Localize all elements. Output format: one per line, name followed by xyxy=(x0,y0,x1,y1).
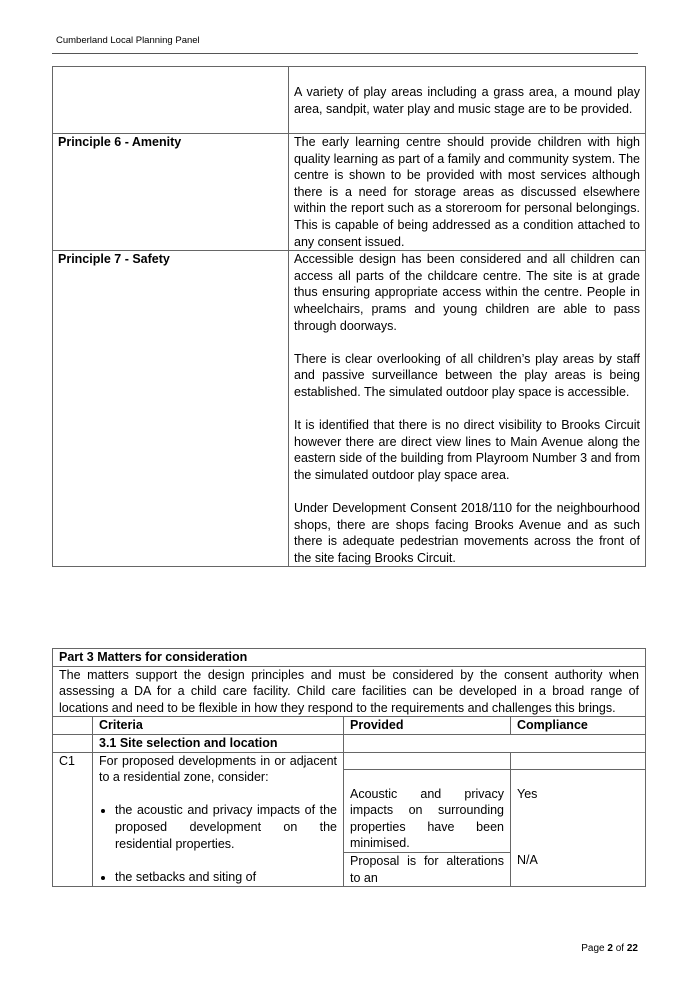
provided-box: Acoustic and privacy impacts on surrounding properties have been minimised. Proposal is for alterations to an xyxy=(344,769,510,887)
table-row xyxy=(53,752,646,887)
section-title: 3.1 Site selection and location xyxy=(93,734,344,752)
compliance-box: Yes N/A xyxy=(511,769,645,869)
table-row xyxy=(53,666,646,717)
provided-cell xyxy=(344,752,511,887)
document-header: Cumberland Local Planning Panel xyxy=(56,35,200,46)
compliance-header: Compliance xyxy=(511,717,646,735)
principle-description: A variety of play areas including a grass area, a mound play area, sandpit, water play and music stage are to be provided. xyxy=(289,67,646,134)
section-row xyxy=(53,734,646,752)
page-number: Page 2 of 22 xyxy=(581,943,638,954)
principle-label: Principle 7 - Safety xyxy=(53,251,289,567)
principle-label xyxy=(53,67,289,134)
provided-header: Provided xyxy=(344,717,511,735)
list-item: • the setbacks and siting of xyxy=(115,869,337,886)
id-header xyxy=(53,717,93,735)
principle-description: Accessible design has been considered and all children can access all parts of the childcare centre. The site is at grade thus ensuring appropriate access within the centre. People in wheelchairs, prams and young children are able to pass through doorways. There is clear overlooking of all children’s play areas by staff and passive surveillance between the play areas is being established. The simulated outdoor play space is accessible. It is identified that there is no direct visibility to Brooks Circuit however there are direct view lines to Main Avenue along the eastern side of the building from Playroom Number 3 and from the simulated outdoor play space area. Under Development Consent 2018/110 for the neighbourhood shops, there are shops facing Brooks Avenue and as such there is adequate pedestrian movements across the front of the site facing Brooks Circuit. xyxy=(289,251,646,567)
principle-description: The early learning centre should provide children with high quality learning as part of a family and community system. The centre is shown to be provided with most services although there is a need for storage areas as discussed elsewhere within the report such as a storeroom for personal belongings. This is capable of being addressed as a condition attached to any consent issued. xyxy=(289,134,646,251)
criteria-header: Criteria xyxy=(93,717,344,735)
criterion-text: For proposed developments in or adjacent to a residential zone, consider: • the acoustic and privacy impacts of the proposed development on the residential properties. • the setbacks and siting of xyxy=(93,752,344,887)
compliance-cell xyxy=(511,752,646,887)
matters-table xyxy=(52,648,646,887)
part3-title: Part 3 Matters for consideration xyxy=(53,649,646,667)
principles-table xyxy=(52,66,646,567)
table-header-row xyxy=(53,717,646,735)
table-row xyxy=(53,67,646,134)
section-spacer xyxy=(344,734,646,752)
header-divider xyxy=(52,53,638,54)
table-row xyxy=(53,134,646,251)
list-item: • the acoustic and privacy impacts of the proposed development on the residential properties. xyxy=(115,802,337,852)
principle-label: Principle 6 - Amenity xyxy=(53,134,289,251)
criterion-id: C1 xyxy=(53,752,93,887)
criterion-bullets xyxy=(99,802,337,885)
part3-intro: The matters support the design principles and must be considered by the consent authority when assessing a DA for a child care facility. Child care facilities can be developed in a broad range of locations and need to be flexible in how they respond to the requirements and challenges this brings. xyxy=(53,666,646,717)
section-id-cell xyxy=(53,734,93,752)
table-row xyxy=(53,649,646,667)
table-row xyxy=(53,251,646,567)
